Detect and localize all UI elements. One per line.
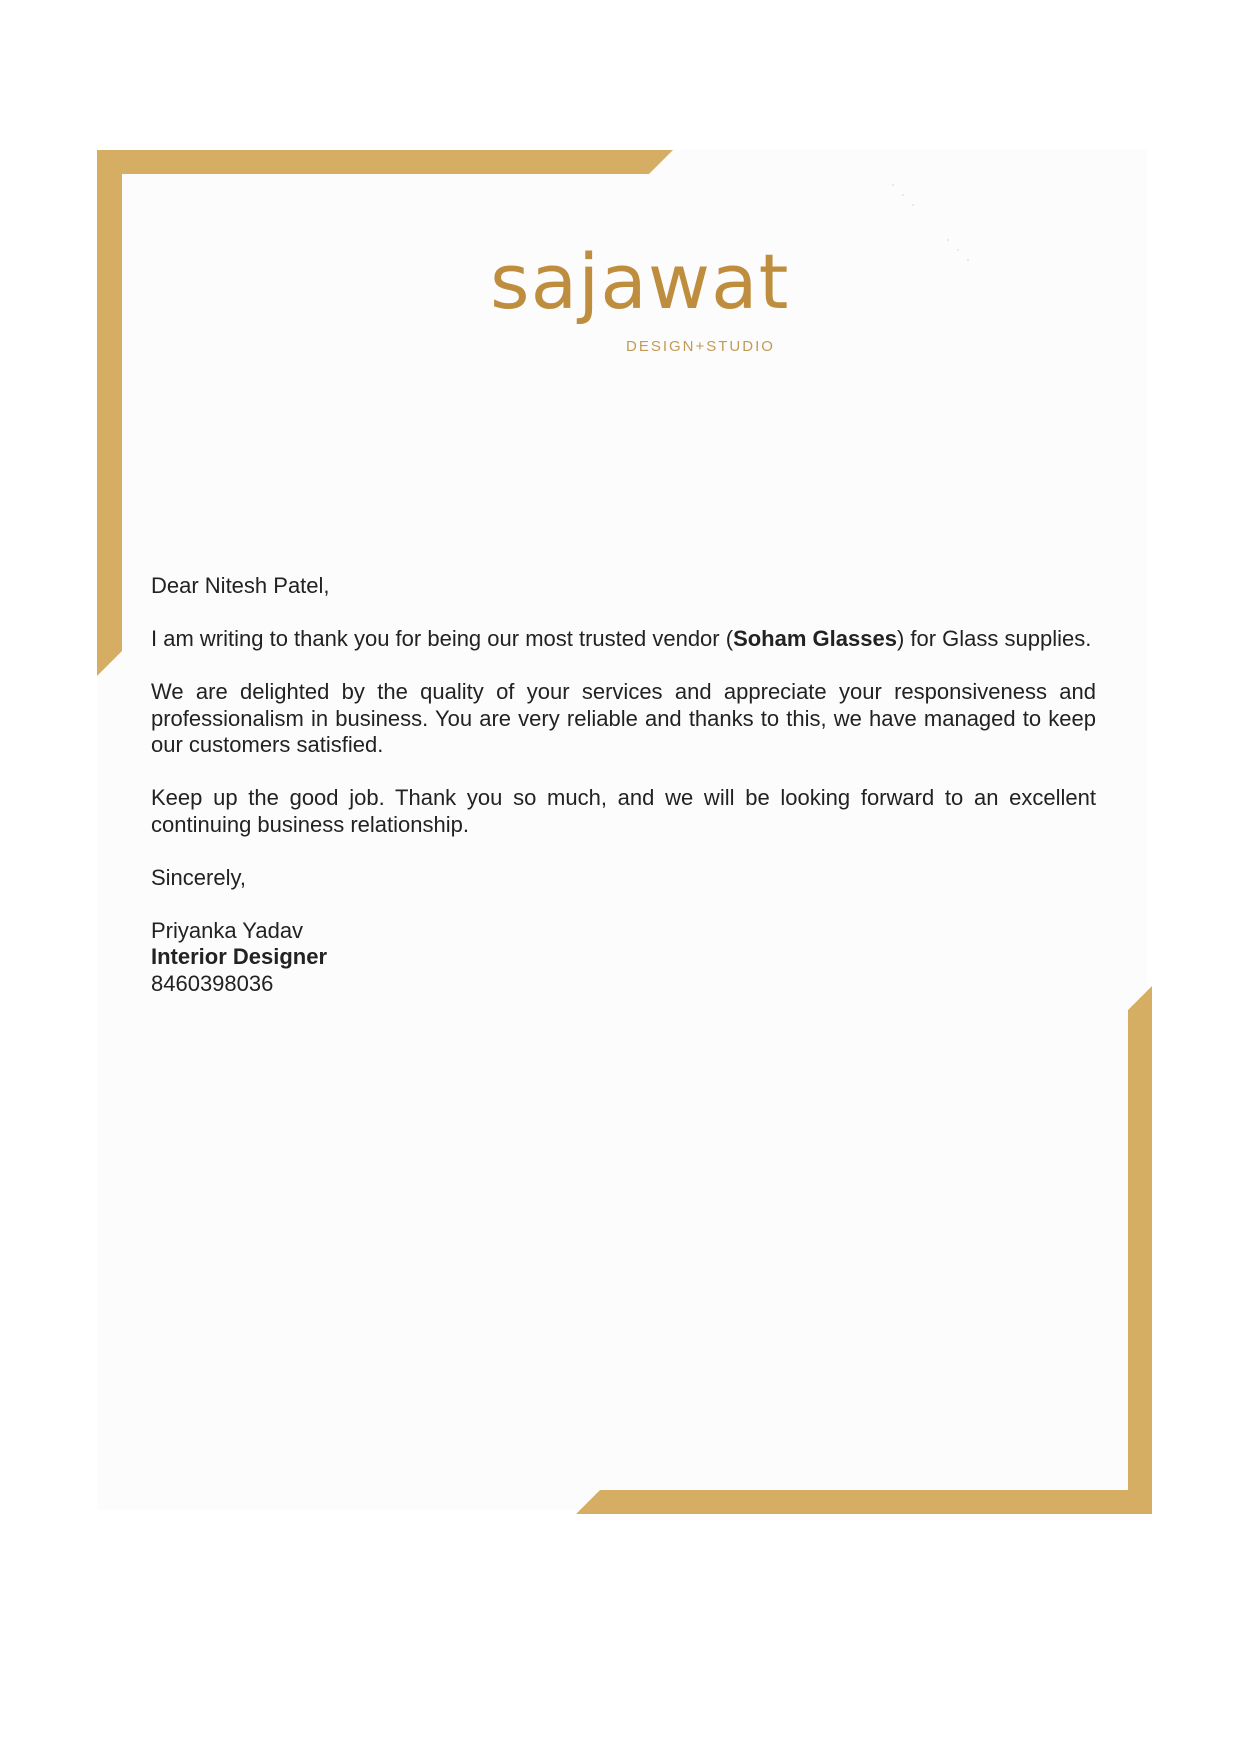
letter-paragraph-2: We are delighted by the quality of your services and appreciate your responsiveness and professionalism in business. You are very reliable and thanks to this, we have managed to keep our customers satisfied. (151, 679, 1096, 757)
vendor-name: Soham Glasses (733, 626, 897, 651)
letter-closing: Sincerely, (151, 864, 246, 890)
logo-tagline: DESIGN+STUDIO (626, 338, 775, 355)
signatory-name: Priyanka Yadav (151, 917, 304, 943)
signature-block (151, 918, 1096, 998)
letter-body (151, 573, 1096, 997)
paragraph-1-before: I am writing to thank you for being our most trusted vendor ( (151, 626, 734, 651)
paragraph-1-after: ) for Glass supplies. (896, 626, 1092, 651)
signatory-title: Interior Designer (151, 944, 328, 969)
letter-paragraph-1 (151, 626, 1096, 653)
company-logo (480, 237, 820, 370)
logo-wordmark: sajawat (490, 237, 790, 326)
letter-greeting: Dear Nitesh Patel, (151, 573, 330, 598)
signatory-phone: 8460398036 (151, 970, 274, 996)
decorative-dots (892, 184, 969, 261)
bottom-right-frame-bracket (576, 986, 1152, 1514)
letter-paragraph-3: Keep up the good job. Thank you so much, and we will be looking forward to an excellent continuing business relationship. (151, 785, 1096, 837)
